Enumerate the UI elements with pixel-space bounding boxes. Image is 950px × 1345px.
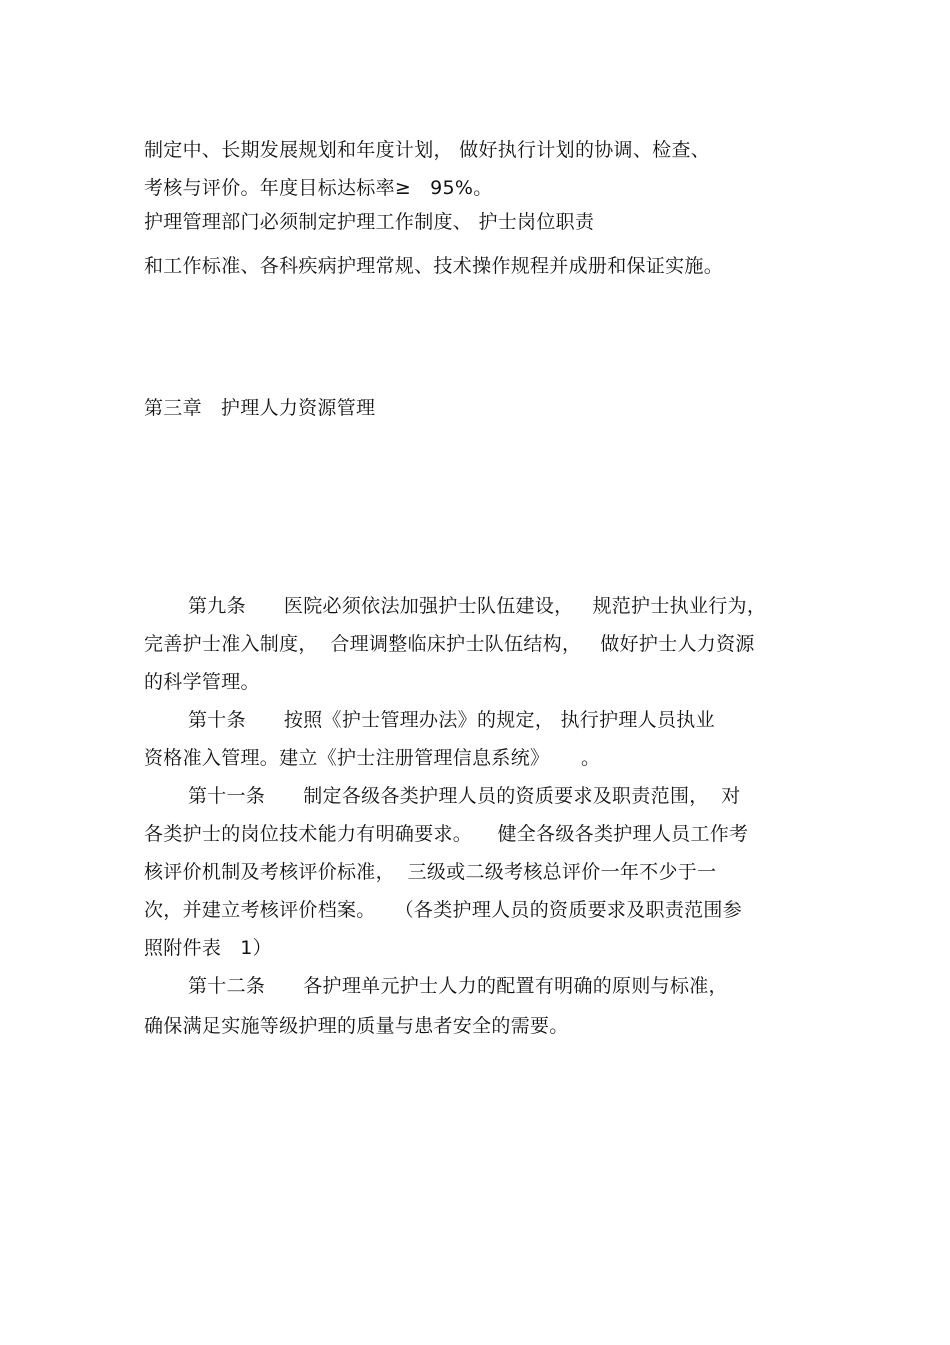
- article-9-line-3: 的科学管理。: [144, 671, 260, 693]
- article-12-line-2: 确保满足实施等级护理的质量与患者安全的需要。: [144, 1015, 569, 1037]
- intro-line-3: 护理管理部门必须制定护理工作制度、 护士岗位职责: [144, 211, 595, 233]
- intro-line-4: 和工作标准、各科疾病护理常规、技术操作规程并成册和保证实施。: [144, 255, 724, 277]
- article-11-line-2: 各类护士的岗位技术能力有明确要求。 健全各级各类护理人员工作考: [144, 823, 749, 845]
- article-11-line-5: 照附件表 1）: [144, 937, 272, 959]
- intro-line-1: 制定中、长期发展规划和年度计划， 做好执行计划的协调、检查、: [144, 139, 711, 161]
- article-11-line-1: 第十一条 制定各级各类护理人员的资质要求及职责范围， 对: [188, 785, 741, 807]
- intro-line-2: 考核与评价。年度目标达标率≥ 95%。: [144, 177, 493, 199]
- article-9-line-1: 第九条 医院必须依法加强护士队伍建设， 规范护士执业行为，: [188, 595, 767, 617]
- article-9-line-2: 完善护士准入制度， 合理调整临床护士队伍结构， 做好护士人力资源: [144, 633, 755, 655]
- article-10-line-2: 资格准入管理。建立《护士注册管理信息系统》 。: [144, 747, 601, 769]
- article-11-line-4: 次，并建立考核评价档案。 （各类护理人员的资质要求及职责范围参: [144, 899, 743, 921]
- article-12-line-1: 第十二条 各护理单元护士人力的配置有明确的原则与标准，: [188, 975, 728, 997]
- article-11-line-3: 核评价机制及考核评价标准， 三级或二级考核总评价一年不少于一: [144, 861, 717, 883]
- chapter-heading: 第三章 护理人力资源管理: [144, 397, 376, 419]
- article-10-line-1: 第十条 按照《护士管理办法》的规定， 执行护理人员执业: [188, 709, 715, 731]
